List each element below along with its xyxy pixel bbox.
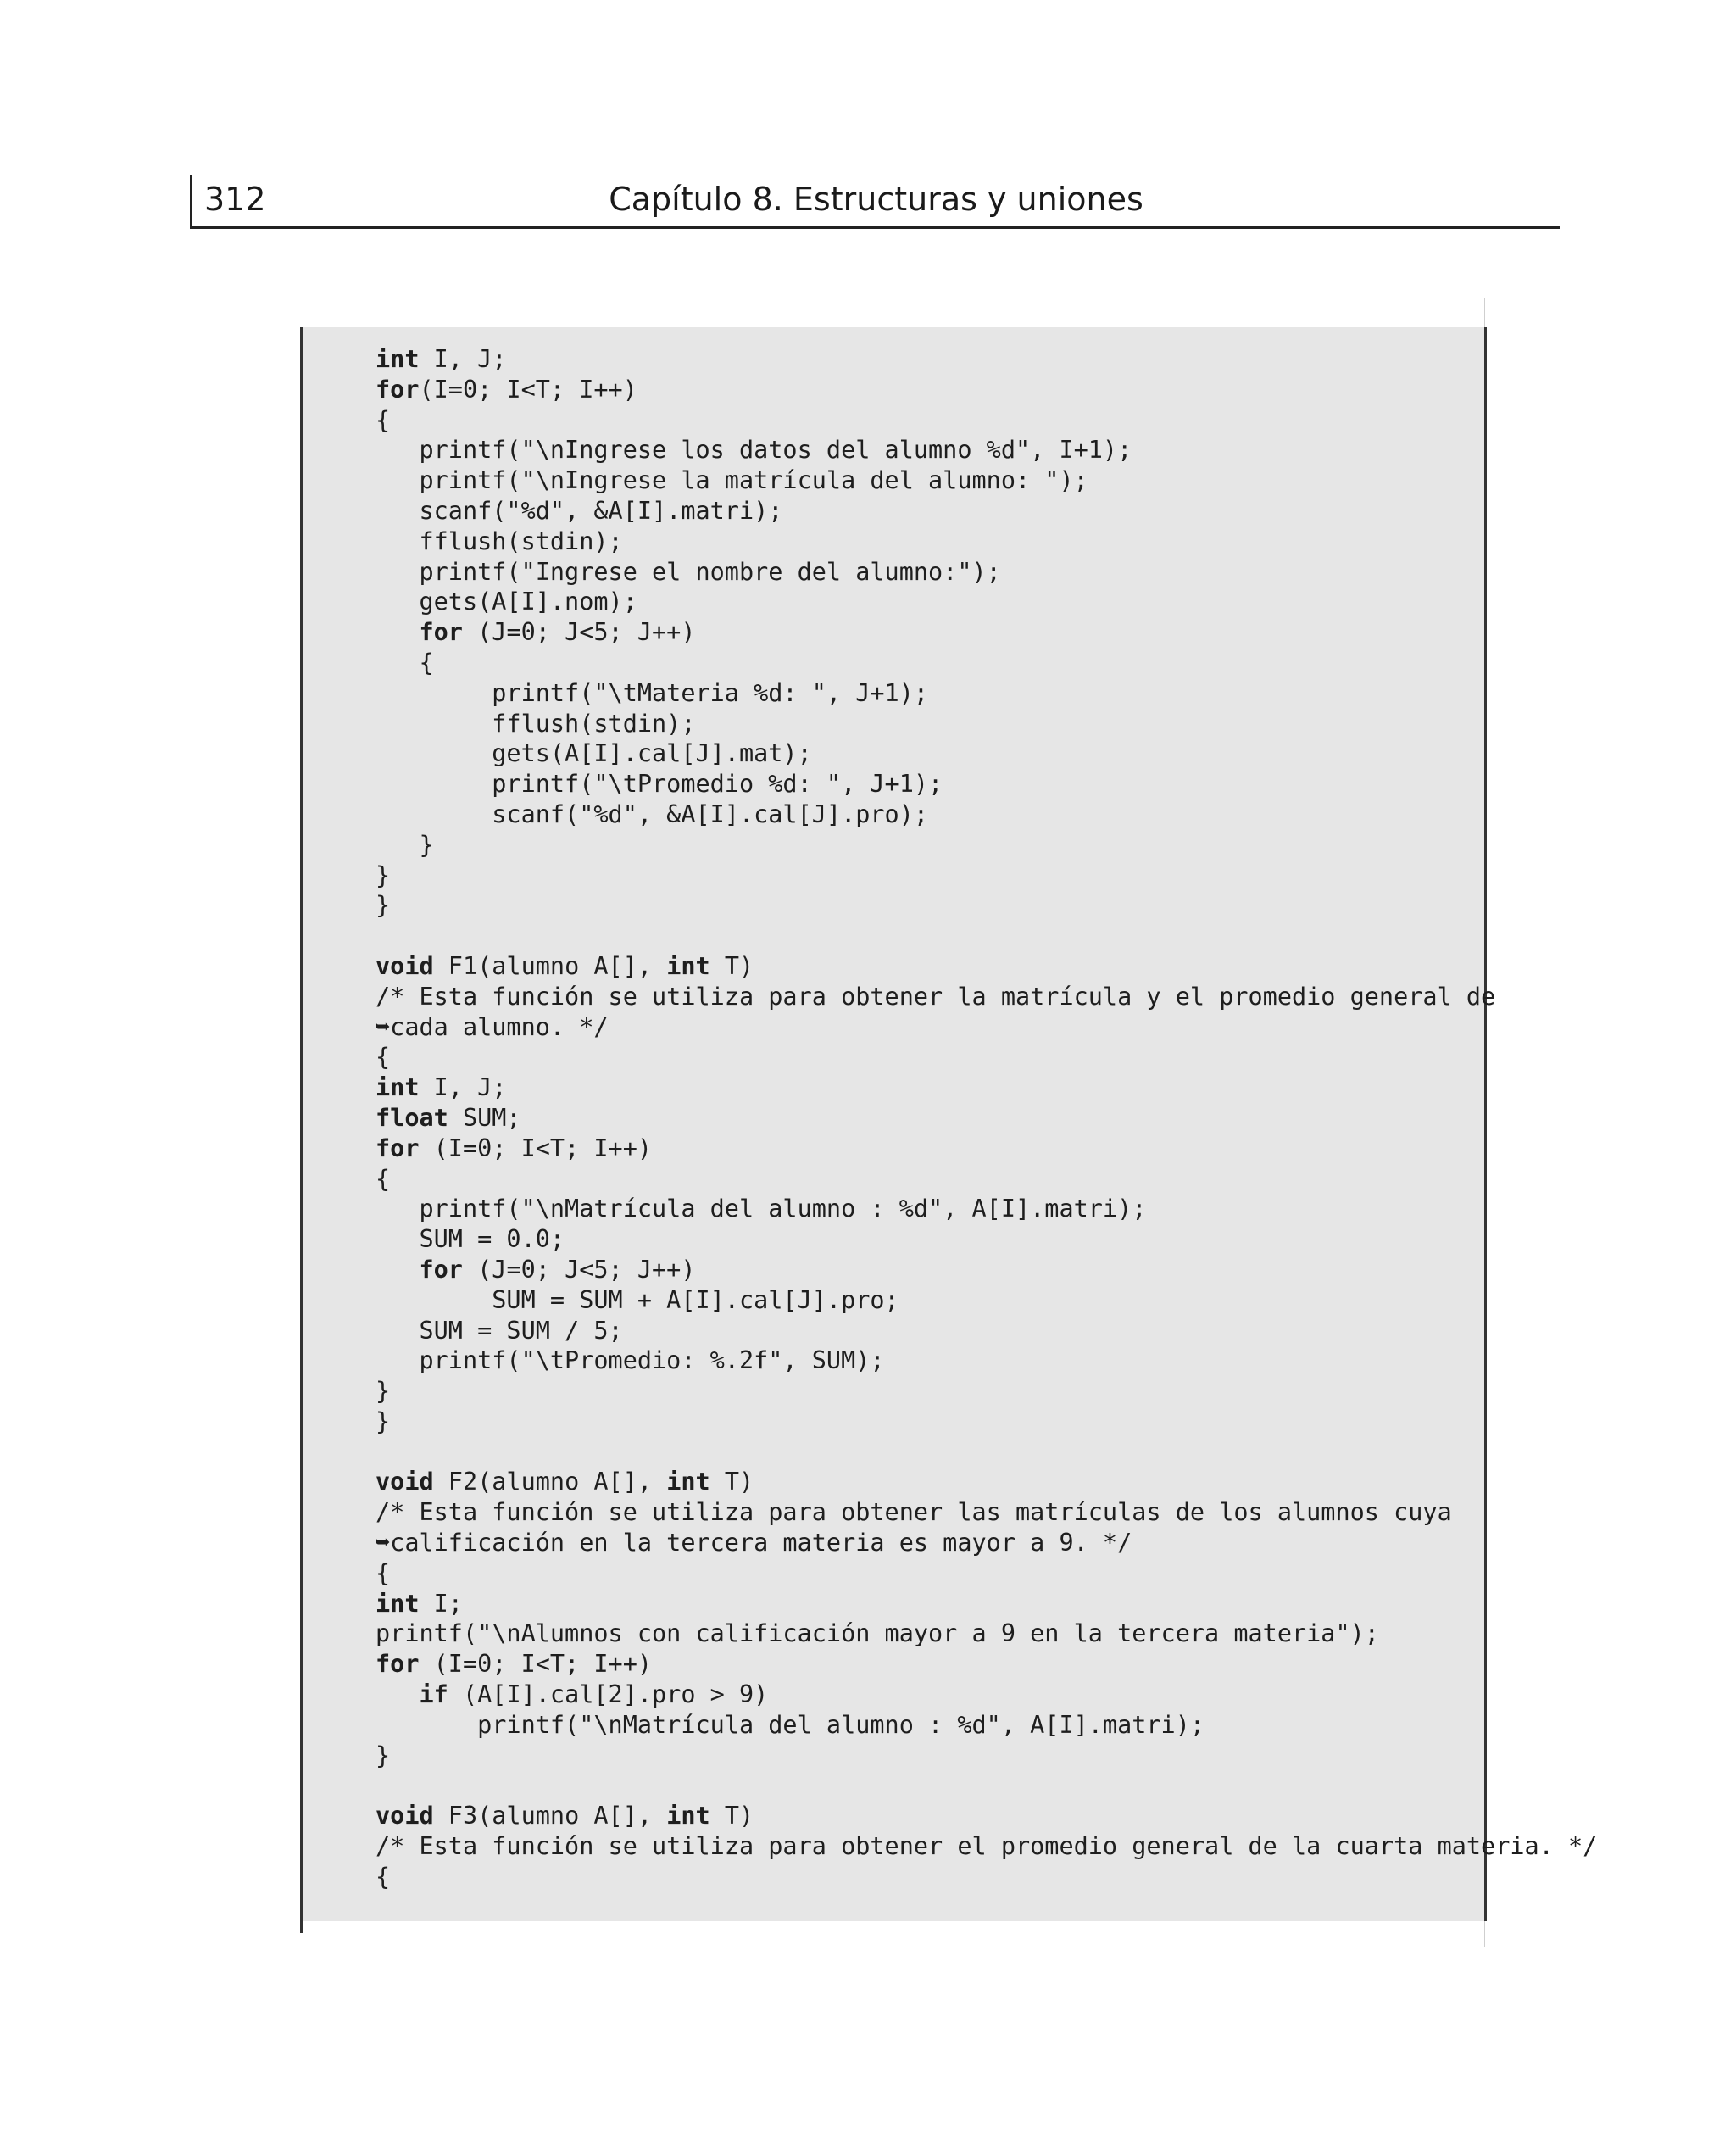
code-line xyxy=(376,465,1597,496)
code-text: (I=0; I<T; I++) xyxy=(419,375,637,404)
code-line xyxy=(376,557,1597,588)
code-line xyxy=(376,1042,1597,1072)
code-text: } xyxy=(376,891,391,920)
code-text: } xyxy=(376,1407,391,1435)
code-line xyxy=(376,951,1597,982)
code-line xyxy=(376,1528,1597,1558)
code-listing-box xyxy=(300,327,1598,1921)
code-keyword: for xyxy=(419,1255,463,1284)
code-text: T) xyxy=(709,951,754,980)
code-line xyxy=(376,435,1597,465)
code-text: ➥calificación en la tercera materia es mayor a 9. */ xyxy=(376,1529,1132,1557)
code-text: I; xyxy=(419,1589,463,1618)
code-text: ➥cada alumno. */ xyxy=(376,1012,609,1041)
code-text: (A[I].cal[2].pro > 9) xyxy=(448,1680,769,1709)
code-keyword: int xyxy=(666,951,710,980)
code-text: (J=0; J<5; J++) xyxy=(462,618,696,647)
code-line xyxy=(376,1770,1597,1801)
code-keyword: float xyxy=(376,1103,448,1132)
code-keyword: for xyxy=(376,375,420,404)
code-text: { xyxy=(376,1558,391,1587)
code-line xyxy=(376,375,1597,405)
code-text: scanf("%d", &A[I].matri); xyxy=(376,496,783,525)
code-line xyxy=(376,769,1597,799)
code-text: SUM = SUM + A[I].cal[J].pro; xyxy=(376,1285,899,1314)
code-text: F2(alumno A[], xyxy=(433,1468,667,1496)
code-line xyxy=(376,1831,1597,1862)
code-text: /* Esta función se utiliza para obtener el promedio general de la cuarta materia. */ xyxy=(376,1832,1598,1861)
code-line xyxy=(376,1467,1597,1497)
code-text: T) xyxy=(709,1802,754,1830)
code-line xyxy=(376,738,1597,769)
code-line xyxy=(376,496,1597,526)
code-line xyxy=(376,1437,1597,1468)
code-line xyxy=(376,1680,1597,1710)
code-keyword: int xyxy=(376,345,420,373)
code-line xyxy=(376,709,1597,739)
code-text: SUM = 0.0; xyxy=(376,1225,565,1254)
code-box-edge-tail xyxy=(300,1921,303,1933)
code-text: (J=0; J<5; J++) xyxy=(462,1255,696,1284)
code-line xyxy=(376,1407,1597,1437)
code-text: I, J; xyxy=(419,345,507,373)
code-text: scanf("%d", &A[I].cal[J].pro); xyxy=(376,799,929,828)
code-line xyxy=(376,861,1597,891)
code-line xyxy=(376,405,1597,436)
code-text: gets(A[I].cal[J].mat); xyxy=(376,739,812,768)
code-text: printf("\tMateria %d: ", J+1); xyxy=(376,678,929,707)
code-text: T) xyxy=(709,1468,754,1496)
code-text: F1(alumno A[], xyxy=(433,951,667,980)
code-text: (I=0; I<T; I++) xyxy=(419,1650,653,1679)
code-line xyxy=(376,982,1597,1012)
code-keyword: int xyxy=(376,1073,420,1102)
code-line xyxy=(376,1072,1597,1103)
code-listing xyxy=(376,344,1597,1892)
code-line xyxy=(376,1710,1597,1741)
code-keyword: for xyxy=(419,618,463,647)
code-keyword: void xyxy=(376,1802,434,1830)
code-text: printf("\nIngrese los datos del alumno %d", I+1); xyxy=(376,436,1132,465)
code-keyword: void xyxy=(376,1468,434,1496)
code-text: printf("\nAlumnos con calificación mayor a 9 en la tercera materia"); xyxy=(376,1619,1379,1648)
code-line xyxy=(376,1558,1597,1589)
code-line xyxy=(376,1862,1597,1892)
code-text: SUM; xyxy=(448,1103,521,1132)
code-text: fflush(stdin); xyxy=(376,526,623,555)
code-line xyxy=(376,1164,1597,1195)
code-line xyxy=(376,1255,1597,1285)
code-line xyxy=(376,1649,1597,1680)
code-text: gets(A[I].nom); xyxy=(376,588,637,616)
code-text: { xyxy=(376,405,391,434)
code-keyword: int xyxy=(666,1802,710,1830)
code-line xyxy=(376,1741,1597,1771)
code-line xyxy=(376,648,1597,678)
code-line xyxy=(376,344,1597,375)
code-text: fflush(stdin); xyxy=(376,709,696,738)
code-text: (I=0; I<T; I++) xyxy=(419,1134,653,1162)
code-text xyxy=(376,1680,419,1708)
code-text: /* Esta función se utiliza para obtener las matrículas de los alumnos cuya xyxy=(376,1498,1452,1527)
code-text: { xyxy=(376,648,434,677)
code-text xyxy=(376,618,419,646)
code-line xyxy=(376,587,1597,617)
code-text: } xyxy=(376,830,434,859)
code-line xyxy=(376,1285,1597,1316)
code-text: /* Esta función se utiliza para obtener la matrícula y el promedio general de xyxy=(376,982,1496,1011)
page-number: 312 xyxy=(204,181,266,218)
code-text: } xyxy=(376,1377,391,1406)
code-line xyxy=(376,890,1597,921)
code-line xyxy=(376,1012,1597,1043)
code-text: } xyxy=(376,861,391,889)
code-line xyxy=(376,1497,1597,1528)
code-keyword: int xyxy=(376,1589,420,1618)
code-text: { xyxy=(376,1043,391,1072)
code-text xyxy=(376,1256,419,1284)
code-line xyxy=(376,526,1597,557)
code-text: I, J; xyxy=(419,1073,507,1102)
page-header xyxy=(190,175,1560,229)
code-keyword: if xyxy=(419,1680,448,1709)
code-text: F3(alumno A[], xyxy=(433,1802,667,1830)
code-text: { xyxy=(376,1862,391,1891)
code-line xyxy=(376,1589,1597,1619)
code-keyword: void xyxy=(376,951,434,980)
code-text: printf("\tPromedio %d: ", J+1); xyxy=(376,770,943,799)
code-text: printf("Ingrese el nombre del alumno:"); xyxy=(376,557,1001,586)
code-line xyxy=(376,678,1597,709)
code-line xyxy=(376,799,1597,830)
code-text: SUM = SUM / 5; xyxy=(376,1316,623,1345)
code-line xyxy=(376,830,1597,861)
code-line xyxy=(376,1134,1597,1164)
code-text: printf("\nIngrese la matrícula del alumno: "); xyxy=(376,466,1088,495)
code-keyword: for xyxy=(376,1134,420,1162)
code-line xyxy=(376,1103,1597,1134)
code-line xyxy=(376,1194,1597,1224)
code-line xyxy=(376,1316,1597,1346)
code-keyword: for xyxy=(376,1650,420,1679)
code-line xyxy=(376,1224,1597,1255)
code-text: printf("\nMatrícula del alumno : %d", A[I].matri); xyxy=(376,1195,1147,1223)
code-line xyxy=(376,1376,1597,1407)
code-text: printf("\tPromedio: %.2f", SUM); xyxy=(376,1346,885,1375)
code-line xyxy=(376,921,1597,951)
code-line xyxy=(376,617,1597,648)
code-line xyxy=(376,1618,1597,1649)
code-line xyxy=(376,1801,1597,1831)
code-line xyxy=(376,1345,1597,1376)
code-keyword: int xyxy=(666,1468,710,1496)
code-text: printf("\nMatrícula del alumno : %d", A[I].matri); xyxy=(376,1710,1205,1739)
chapter-title: Capítulo 8. Estructuras y uniones xyxy=(609,181,1143,218)
code-text: } xyxy=(376,1741,391,1769)
code-text: { xyxy=(376,1164,391,1193)
